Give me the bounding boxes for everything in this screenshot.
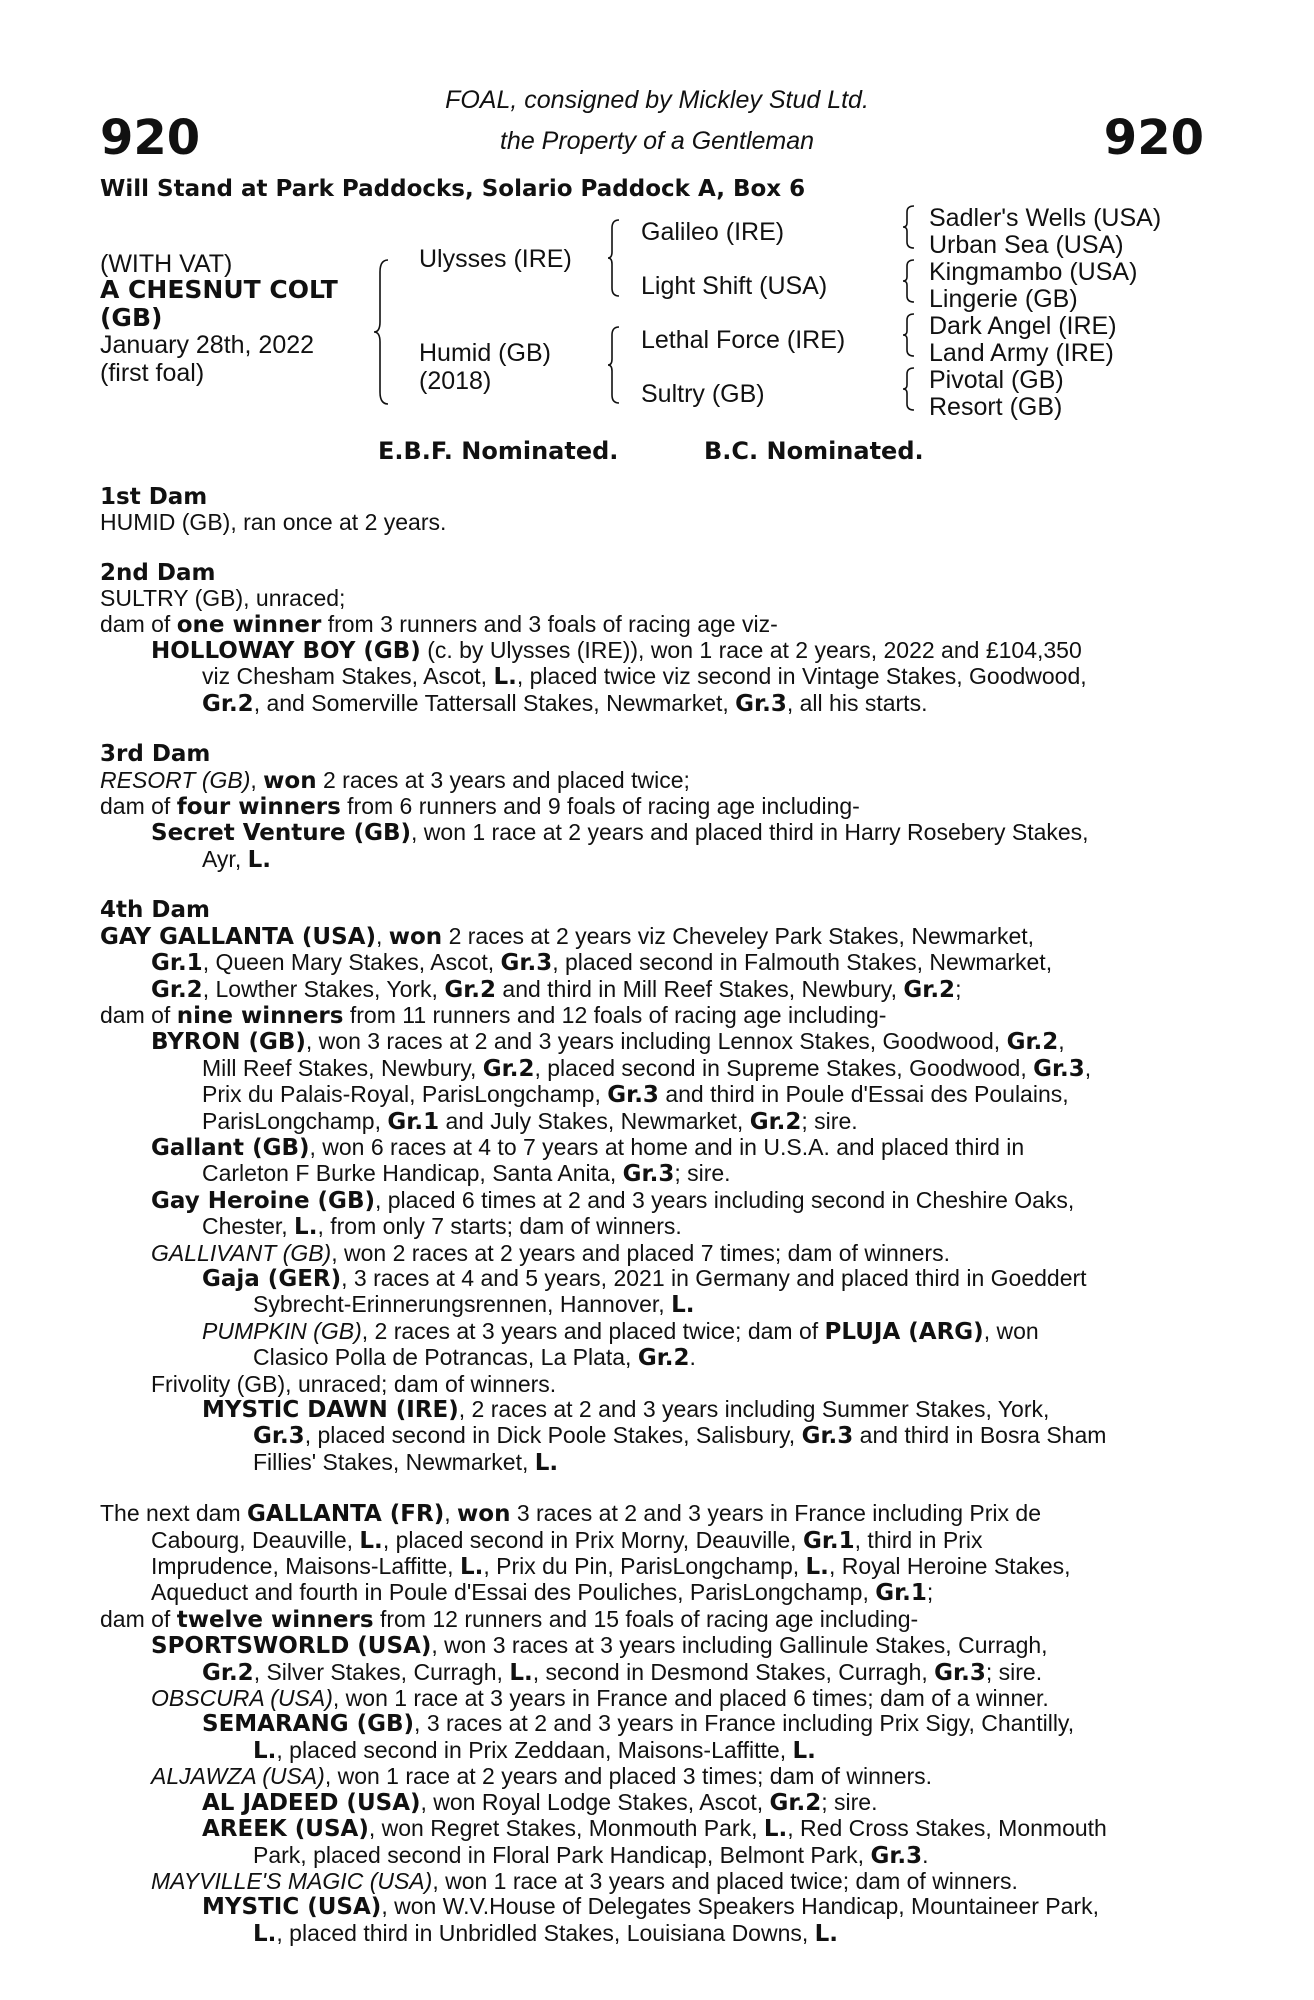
record-text: , bbox=[1084, 1054, 1092, 1081]
record-text: Sybrecht-Erinnerungsrennen, Hannover, bbox=[253, 1291, 672, 1318]
bold-text: Gr.1 bbox=[151, 950, 203, 977]
record-text: , placed second in Supreme Stakes, Goodwood, bbox=[534, 1054, 1034, 1081]
record-text: Cabourg, Deauville, bbox=[151, 1526, 360, 1553]
record-text: 2 races at 3 years and placed twice; bbox=[316, 766, 690, 793]
bold-text: L. bbox=[534, 1449, 559, 1476]
record-text: The next dam bbox=[100, 1500, 248, 1527]
record-text: ; sire. bbox=[985, 1658, 1043, 1685]
record-text: , placed third in Unbridled Stakes, Louisiana Downs, bbox=[276, 1919, 815, 1946]
record-text: and third in Poule d'Essai des Poulains, bbox=[658, 1081, 1069, 1108]
bold-text: won bbox=[388, 923, 443, 950]
record-text: , won Royal Lodge Stakes, Ascot, bbox=[420, 1788, 770, 1815]
record-line bbox=[100, 1029, 1204, 1055]
record-line bbox=[100, 1660, 1204, 1686]
record-text: , placed second in Falmouth Stakes, Newmarket, bbox=[552, 949, 1053, 976]
record-text: , won Regret Stakes, Monmouth Park, bbox=[368, 1815, 764, 1842]
foaling-date: January 28th, 2022 bbox=[100, 331, 315, 359]
bold-text: Gr.1 bbox=[875, 1580, 927, 1607]
record-line bbox=[100, 691, 1204, 717]
record-text: , Prix du Pin, ParisLongchamp, bbox=[483, 1553, 806, 1580]
record-text: 3 races at 2 and 3 years in France including Prix de bbox=[510, 1500, 1042, 1527]
dam-heading: 4th Dam bbox=[100, 897, 210, 924]
bold-text: L. bbox=[805, 1554, 829, 1581]
bold-text: BYRON (GB) bbox=[151, 1029, 306, 1056]
record-line bbox=[100, 1319, 1204, 1345]
dam-name: Humid (GB) bbox=[419, 339, 551, 367]
bold-text: Gr.3 bbox=[500, 950, 553, 977]
record-text: , won 1 race at 2 years and placed 3 times; dam of winners. bbox=[324, 1763, 933, 1790]
record-text: , won 1 race at 2 years and placed third in Harry Rosebery Stakes, bbox=[411, 819, 1089, 846]
record-text: dam of bbox=[100, 793, 177, 820]
record-line bbox=[100, 1109, 1204, 1135]
record-line bbox=[100, 1790, 1204, 1816]
record-text: ; sire. bbox=[801, 1107, 858, 1134]
record-text: , won 2 races at 2 years and placed 7 times; dam of winners. bbox=[331, 1239, 950, 1266]
record-line bbox=[100, 612, 1204, 638]
pedigree-brace-g3-4 bbox=[901, 366, 917, 412]
dam-section bbox=[100, 873, 1204, 1476]
record-text: Park, placed second in Floral Park Handicap, Belmont Park, bbox=[253, 1841, 871, 1868]
record-text: , Silver Stakes, Curragh, bbox=[253, 1658, 510, 1685]
pedigree-brace-g3-1 bbox=[901, 204, 917, 250]
dam-heading: 2nd Dam bbox=[100, 559, 216, 586]
section-gap bbox=[100, 717, 1204, 742]
record-text: ; sire. bbox=[821, 1788, 878, 1815]
bold-text: L. bbox=[814, 1920, 839, 1947]
italic-text: ALJAWZA (USA) bbox=[151, 1763, 325, 1790]
stand-location: Will Stand at Park Paddocks, Solario Paddock A, Box 6 bbox=[100, 176, 806, 202]
record-text: , placed twice viz second in Vintage Stakes, Goodwood, bbox=[516, 663, 1087, 690]
bold-text: Gr.2 bbox=[482, 1055, 535, 1082]
record-line bbox=[100, 1450, 1204, 1476]
sire-name: Ulysses (IRE) bbox=[419, 245, 572, 273]
record-line bbox=[100, 1214, 1204, 1240]
record-text: , 2 races at 3 years and placed twice; dam of bbox=[361, 1317, 825, 1344]
record-line bbox=[100, 1292, 1204, 1318]
bold-text: Gr.2 bbox=[637, 1345, 690, 1372]
record-text: ParisLongchamp, bbox=[202, 1107, 388, 1134]
bold-text: AREEK (USA) bbox=[202, 1816, 369, 1843]
record-line bbox=[100, 924, 1204, 950]
record-text: Chester, bbox=[202, 1213, 295, 1240]
record-text: dam of bbox=[100, 1001, 177, 1028]
record-text: , from only 7 starts; dam of winners. bbox=[317, 1213, 682, 1240]
bold-text: Gr.2 bbox=[903, 976, 956, 1003]
record-text: SULTRY (GB), unraced; bbox=[100, 585, 346, 612]
record-text: and July Stakes, Newmarket, bbox=[439, 1107, 750, 1134]
bold-text: Gay Heroine (GB) bbox=[151, 1187, 375, 1214]
record-line bbox=[100, 820, 1204, 846]
bold-text: Gr.3 bbox=[622, 1161, 675, 1188]
lot-number-left: 920 bbox=[100, 110, 201, 166]
record-line bbox=[100, 1528, 1204, 1554]
italic-text: MAYVILLE'S MAGIC (USA) bbox=[151, 1867, 433, 1894]
record-text: Aqueduct and fourth in Poule d'Essai des Pouliches, ParisLongchamp, bbox=[151, 1579, 876, 1606]
bold-text: L. bbox=[509, 1659, 533, 1686]
vat-note: (WITH VAT) bbox=[100, 250, 233, 278]
bold-text: GALLANTA (FR) bbox=[247, 1501, 445, 1528]
dam-dam-name: Sultry (GB) bbox=[641, 380, 765, 408]
record-text: . bbox=[689, 1344, 696, 1371]
bold-text: GAY GALLANTA (USA) bbox=[100, 923, 376, 950]
dam-year: (2018) bbox=[419, 367, 492, 395]
record-text: , won 3 races at 3 years including Gallinule Stakes, Curragh, bbox=[431, 1632, 1048, 1659]
bold-text: Gr.1 bbox=[387, 1108, 440, 1135]
record-text: (c. by Ulysses (IRE)), won 1 race at 2 years, 2022 and £104,350 bbox=[420, 637, 1082, 664]
bold-text: won bbox=[263, 767, 317, 794]
bold-text: Gallant (GB) bbox=[151, 1134, 310, 1161]
g3-ancestor: Sadler's Wells (USA) bbox=[929, 204, 1162, 232]
bold-text: Gr.2 bbox=[444, 976, 497, 1003]
italic-text: OBSCURA (USA) bbox=[151, 1685, 333, 1712]
record-text: from 3 runners and 3 foals of racing age viz- bbox=[321, 610, 778, 637]
bold-text: L. bbox=[671, 1292, 695, 1319]
record-text: , all his starts. bbox=[786, 689, 928, 716]
consignor-line: FOAL, consigned by Mickley Stud Ltd. bbox=[445, 86, 869, 114]
section-gap bbox=[100, 1476, 1204, 1501]
record-text: , won bbox=[983, 1317, 1039, 1344]
record-line bbox=[100, 1241, 1204, 1266]
record-text: , Lowther Stakes, York, bbox=[202, 975, 445, 1002]
bold-text: Gr.2 bbox=[1006, 1029, 1059, 1056]
dam-produce-records bbox=[100, 485, 1204, 1947]
bold-text: Gr.2 bbox=[202, 690, 254, 717]
record-line bbox=[100, 768, 1204, 794]
bold-text: Gr.3 bbox=[801, 1423, 854, 1450]
record-line bbox=[100, 586, 1204, 611]
record-line bbox=[100, 1003, 1204, 1029]
bold-text: Gr.3 bbox=[870, 1842, 923, 1869]
pedigree-brace-g3-3 bbox=[901, 312, 917, 358]
record-text: , bbox=[1058, 1028, 1065, 1055]
record-text: ; sire. bbox=[674, 1160, 731, 1187]
record-line bbox=[100, 847, 1204, 873]
record-line bbox=[100, 1135, 1204, 1161]
record-line bbox=[100, 1686, 1204, 1711]
record-line bbox=[100, 1554, 1204, 1580]
record-text: Imprudence, Maisons-Laffitte, bbox=[151, 1553, 460, 1580]
record-line bbox=[100, 1397, 1204, 1423]
pedigree-brace-large bbox=[372, 258, 392, 406]
section-gap bbox=[100, 873, 1204, 898]
bc-nomination: B.C. Nominated. bbox=[704, 437, 924, 465]
record-line bbox=[100, 1711, 1204, 1737]
bold-text: Gr.3 bbox=[607, 1082, 659, 1109]
record-text: , 3 races at 2 and 3 years in France including Prix Sigy, Chantilly, bbox=[414, 1710, 1075, 1737]
g3-ancestor: Land Army (IRE) bbox=[929, 339, 1114, 367]
record-text: ; bbox=[955, 975, 962, 1002]
record-text: , 3 races at 4 and 5 years, 2021 in Germany and placed third in Goeddert bbox=[341, 1264, 1087, 1291]
record-text: ; bbox=[926, 1579, 934, 1606]
record-line bbox=[100, 510, 1204, 535]
sire-sire-name: Galileo (IRE) bbox=[641, 218, 785, 246]
record-line bbox=[100, 1607, 1204, 1633]
bold-text: Gr.1 bbox=[802, 1527, 855, 1554]
g3-ancestor: Resort (GB) bbox=[929, 393, 1063, 421]
record-text: , bbox=[375, 922, 389, 949]
ebf-nomination: E.B.F. Nominated. bbox=[378, 437, 619, 465]
bold-text: Secret Venture (GB) bbox=[151, 820, 412, 847]
record-text: , Queen Mary Stakes, Ascot, bbox=[202, 949, 501, 976]
bold-text: MYSTIC DAWN (IRE) bbox=[202, 1397, 459, 1423]
dam-section bbox=[100, 717, 1204, 873]
record-text: , won W.V.House of Delegates Speakers Handicap, Mountaineer Park, bbox=[381, 1893, 1099, 1920]
record-text: . bbox=[922, 1841, 929, 1868]
record-line bbox=[100, 1843, 1204, 1869]
record-text: , won 3 races at 2 and 3 years including Lennox Stakes, Goodwood, bbox=[305, 1028, 1007, 1055]
record-text: , Red Cross Stakes, Monmouth bbox=[787, 1815, 1107, 1842]
record-line bbox=[100, 1764, 1204, 1789]
record-text: , bbox=[250, 766, 264, 793]
pedigree-brace-dam bbox=[606, 325, 622, 405]
record-text: dam of bbox=[100, 610, 177, 637]
record-text: and third in Mill Reef Stakes, Newbury, bbox=[496, 975, 904, 1002]
bold-text: AL JADEED (USA) bbox=[202, 1789, 421, 1816]
record-text: from 11 runners and 12 foals of racing age including- bbox=[343, 1001, 887, 1028]
record-text: HUMID (GB), ran once at 2 years. bbox=[100, 509, 447, 536]
record-line bbox=[100, 1869, 1204, 1894]
record-text: Fillies' Stakes, Newmarket, bbox=[253, 1448, 535, 1475]
record-text: , placed 6 times at 2 and 3 years including second in Cheshire Oaks, bbox=[374, 1186, 1075, 1213]
record-line bbox=[100, 638, 1204, 664]
record-text: , won 6 races at 4 to 7 years at home and in U.S.A. and placed third in bbox=[309, 1133, 1025, 1160]
italic-text: PUMPKIN (GB) bbox=[202, 1317, 362, 1344]
record-line bbox=[100, 1580, 1204, 1606]
record-text: , placed second in Dick Poole Stakes, Salisbury, bbox=[304, 1422, 802, 1449]
record-text: , second in Desmond Stakes, Curragh, bbox=[532, 1658, 935, 1685]
lot-description-line1: A CHESNUT COLT bbox=[100, 275, 338, 304]
bold-text: four winners bbox=[176, 794, 341, 821]
bold-text: L. bbox=[359, 1527, 383, 1554]
record-text: from 6 runners and 9 foals of racing age including- bbox=[340, 793, 860, 820]
bold-text: nine winners bbox=[176, 1002, 344, 1029]
record-line bbox=[100, 1501, 1204, 1527]
record-text: Prix du Palais-Royal, ParisLongchamp, bbox=[202, 1081, 608, 1108]
bold-text: PLUJA (ARG) bbox=[824, 1318, 984, 1345]
sire-dam-name: Light Shift (USA) bbox=[641, 272, 828, 300]
bold-text: Gr.2 bbox=[769, 1789, 822, 1816]
record-line bbox=[100, 950, 1204, 976]
dam-section bbox=[100, 485, 1204, 536]
bold-text: Gr.2 bbox=[749, 1108, 802, 1135]
bold-text: Gr.3 bbox=[934, 1659, 986, 1686]
record-text: Mill Reef Stakes, Newbury, bbox=[202, 1054, 483, 1081]
lot-description-line2: (GB) bbox=[100, 303, 163, 332]
bold-text: SEMARANG (GB) bbox=[202, 1711, 415, 1738]
bold-text: Gaja (GER) bbox=[202, 1265, 342, 1292]
pedigree-brace-sire bbox=[606, 218, 622, 298]
record-text: viz Chesham Stakes, Ascot, bbox=[202, 663, 494, 690]
record-line bbox=[100, 1372, 1204, 1397]
bold-text: SPORTSWORLD (USA) bbox=[151, 1633, 432, 1660]
record-line bbox=[100, 1894, 1204, 1920]
record-text: Ayr, bbox=[202, 845, 248, 872]
dam-section bbox=[100, 1476, 1204, 1947]
bold-text: L. bbox=[493, 664, 517, 691]
record-text: from 12 runners and 15 foals of racing age including- bbox=[373, 1605, 919, 1632]
bold-text: HOLLOWAY BOY (GB) bbox=[151, 638, 421, 665]
record-text: and third in Bosra Sham bbox=[853, 1422, 1107, 1449]
pedigree-brace-g3-2 bbox=[901, 258, 917, 304]
bold-text: L. bbox=[763, 1816, 788, 1843]
record-line bbox=[100, 1266, 1204, 1292]
section-gap bbox=[100, 536, 1204, 561]
bold-text: Gr.2 bbox=[151, 976, 203, 1003]
property-line: the Property of a Gentleman bbox=[499, 127, 815, 155]
record-line bbox=[100, 1423, 1204, 1449]
dam-sire-name: Lethal Force (IRE) bbox=[641, 326, 846, 354]
g3-ancestor: Pivotal (GB) bbox=[929, 366, 1064, 394]
record-text: Frivolity (GB), unraced; dam of winners. bbox=[151, 1370, 557, 1397]
dam-section bbox=[100, 536, 1204, 717]
record-line bbox=[100, 1188, 1204, 1214]
record-text: Clasico Polla de Potrancas, La Plata, bbox=[253, 1344, 638, 1371]
record-text: , 2 races at 2 and 3 years including Summer Stakes, York, bbox=[458, 1396, 1050, 1422]
record-text: Carleton F Burke Handicap, Santa Anita, bbox=[202, 1160, 623, 1187]
g3-ancestor: Lingerie (GB) bbox=[929, 285, 1078, 313]
record-line bbox=[100, 794, 1204, 820]
bold-text: L. bbox=[247, 846, 272, 873]
record-text: , third in Prix bbox=[854, 1526, 983, 1553]
bold-text: one winner bbox=[176, 611, 322, 638]
bold-text: MYSTIC (USA) bbox=[202, 1894, 382, 1921]
lot-number-right: 920 bbox=[1103, 110, 1204, 166]
italic-text: RESORT (GB) bbox=[100, 766, 251, 793]
bold-text: Gr.2 bbox=[202, 1659, 254, 1686]
record-text: , placed second in Prix Morny, Deauville, bbox=[382, 1526, 803, 1553]
record-text: , won 1 race at 3 years and placed twice; dam of winners. bbox=[432, 1867, 1018, 1894]
record-text: , bbox=[444, 1500, 458, 1527]
bold-text: Gr.3 bbox=[253, 1423, 305, 1450]
foal-note: (first foal) bbox=[100, 359, 205, 387]
bold-text: Gr.3 bbox=[1033, 1055, 1085, 1082]
record-text: , placed second in Prix Zeddaan, Maisons-Laffitte, bbox=[276, 1736, 793, 1763]
record-text: dam of bbox=[100, 1605, 177, 1632]
record-text: , won 1 race at 3 years in France and placed 6 times; dam of a winner. bbox=[332, 1685, 1049, 1712]
record-line bbox=[100, 1633, 1204, 1659]
record-line bbox=[100, 1161, 1204, 1187]
g3-ancestor: Urban Sea (USA) bbox=[929, 231, 1124, 259]
bold-text: L. bbox=[253, 1737, 277, 1764]
record-line bbox=[100, 1921, 1204, 1947]
record-line bbox=[100, 1056, 1204, 1082]
record-text: 2 races at 2 years viz Cheveley Park Stakes, Newmarket, bbox=[442, 922, 1035, 949]
record-line bbox=[100, 1816, 1204, 1842]
record-line bbox=[100, 664, 1204, 690]
g3-ancestor: Kingmambo (USA) bbox=[929, 258, 1138, 286]
bold-text: L. bbox=[792, 1737, 816, 1764]
record-line bbox=[100, 1738, 1204, 1764]
bold-text: twelve winners bbox=[176, 1606, 374, 1633]
record-line bbox=[100, 1082, 1204, 1108]
record-text: , and Somerville Tattersall Stakes, Newmarket, bbox=[253, 689, 736, 716]
italic-text: GALLIVANT (GB) bbox=[151, 1239, 332, 1266]
bold-text: won bbox=[457, 1501, 511, 1528]
dam-heading: 1st Dam bbox=[100, 484, 208, 510]
record-text: , Royal Heroine Stakes, bbox=[828, 1553, 1071, 1580]
bold-text: L. bbox=[459, 1554, 484, 1581]
dam-heading: 3rd Dam bbox=[100, 741, 211, 768]
bold-text: L. bbox=[253, 1920, 277, 1947]
record-line bbox=[100, 1345, 1204, 1371]
bold-text: L. bbox=[294, 1214, 318, 1241]
bold-text: Gr.3 bbox=[735, 690, 787, 717]
g3-ancestor: Dark Angel (IRE) bbox=[929, 312, 1117, 340]
record-line bbox=[100, 977, 1204, 1003]
